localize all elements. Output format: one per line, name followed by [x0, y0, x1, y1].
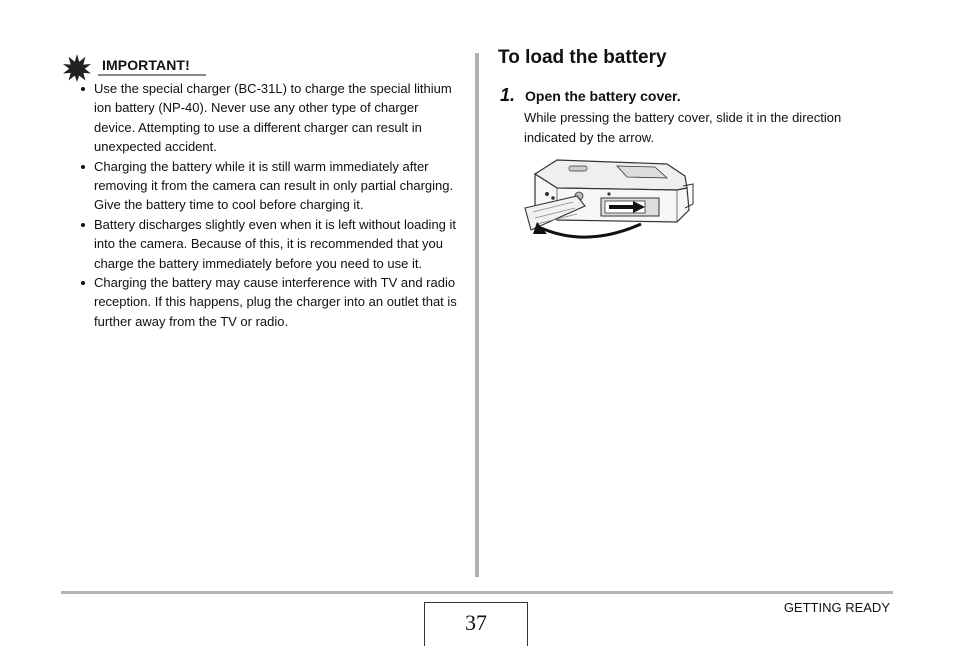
list-item: Battery discharges slightly even when it is left without loading it into the camera. Because of this, it is recommended that you charge the battery immediately before you need to use it.	[78, 215, 458, 273]
list-item: Charging the battery while it is still warm immediately after removing it from the camera can result in only partial charging. Give the battery time to cool before charging it.	[78, 157, 458, 215]
important-underline	[98, 74, 206, 76]
page-number: 37	[465, 610, 487, 635]
chapter-label: GETTING READY	[783, 600, 890, 615]
important-list	[78, 79, 458, 331]
important-header	[62, 53, 206, 77]
step-number: 1.	[500, 85, 516, 105]
footer-rule	[61, 591, 893, 594]
column-divider	[475, 53, 479, 577]
camera-battery-illustration	[517, 154, 699, 240]
important-label: IMPORTANT!	[102, 57, 190, 73]
step-title: Open the battery cover.	[525, 88, 681, 104]
page-number-box	[424, 602, 528, 646]
list-item: Charging the battery may cause interference with TV and radio reception. If this happens, plug the charger into an outlet that is further away from the TV or radio.	[78, 273, 458, 331]
step-description: While pressing the battery cover, slide it in the direction indicated by the arrow.	[524, 110, 842, 145]
section-title: To load the battery	[498, 47, 667, 68]
list-item: Use the special charger (BC-31L) to charge the special lithium ion battery (NP-40). Never use any other type of charger device. Attempting to use a different charger can result in unexpected accident.	[78, 79, 458, 157]
